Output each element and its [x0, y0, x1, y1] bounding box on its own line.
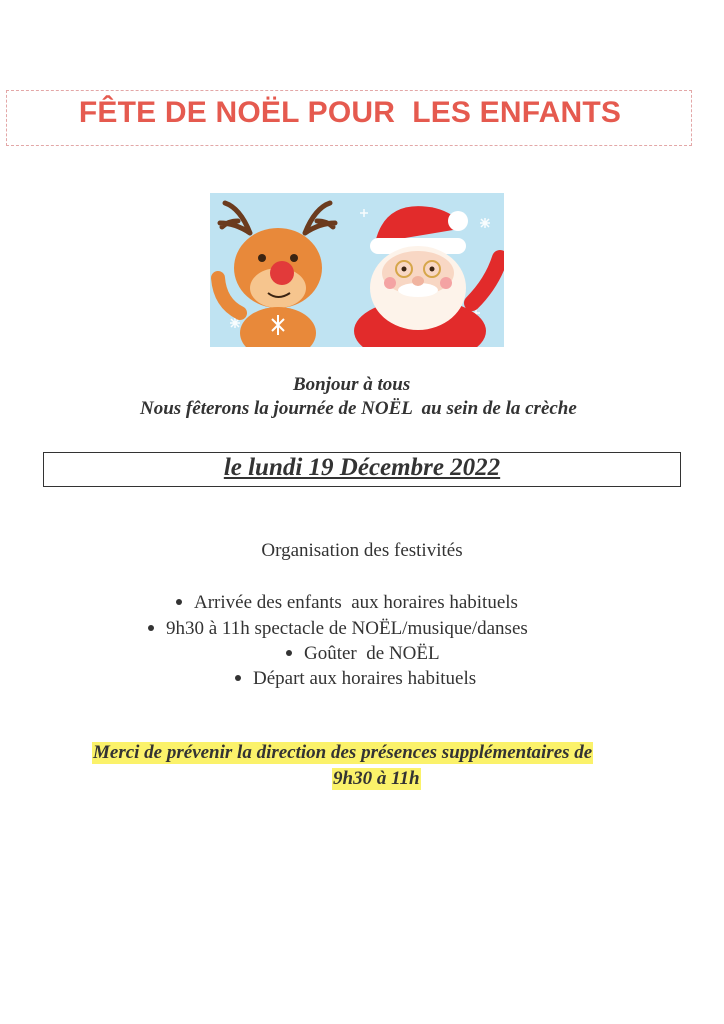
greeting-line: Bonjour à tous: [293, 374, 411, 395]
list-item-text: Départ aux horaires habituels: [253, 668, 477, 689]
organisation-heading-text: Organisation des festivités: [261, 540, 463, 561]
list-item-text: Arrivée des enfants aux horaires habituels: [194, 592, 518, 613]
bullet-icon: [286, 650, 292, 656]
bullet-icon: [176, 599, 182, 605]
announcement-line: Nous fêterons la journée de NOËL au sein de la crèche: [140, 398, 577, 419]
highlighted-note: Merci de prévenir la direction des présences supplémentaires de: [93, 742, 593, 763]
event-date: le lundi 19 Décembre 2022: [223, 454, 501, 481]
christmas-illustration: [210, 193, 504, 347]
bullet-icon: [148, 625, 154, 631]
list-item: [176, 592, 518, 614]
page-title: FÊTE DE NOËL POUR LES ENFANTS: [78, 96, 622, 129]
list-item: [286, 643, 440, 665]
list-item: [148, 618, 528, 640]
list-item-text: Goûter de NOËL: [304, 643, 440, 664]
highlighted-note-time: 9h30 à 11h: [333, 768, 420, 789]
list-item-text: 9h30 à 11h spectacle de NOËL/musique/danses: [166, 618, 528, 639]
list-item: [235, 668, 476, 690]
bullet-icon: [235, 675, 241, 681]
organisation-heading: [0, 540, 724, 562]
